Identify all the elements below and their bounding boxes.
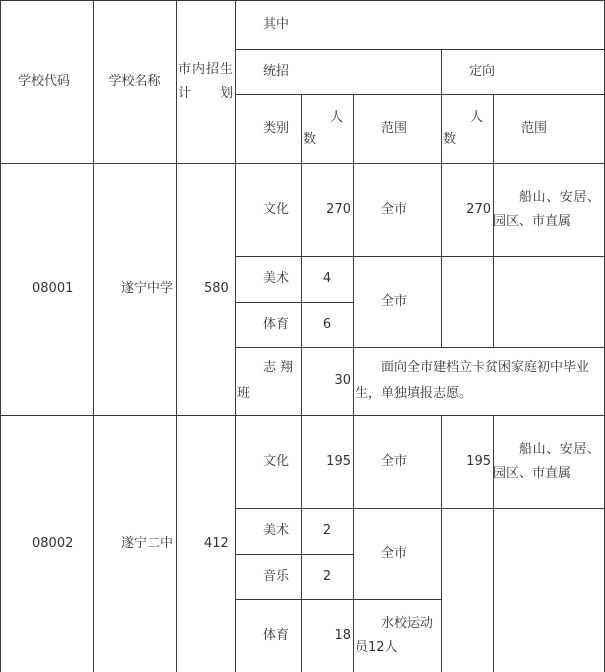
school1-row1-targeted-count: 270 (441, 163, 494, 257)
header-school-name: 学校名称 (93, 0, 177, 164)
school2-empty-targeted-count (441, 508, 494, 672)
school2-empty-targeted-range (493, 508, 605, 672)
school2-row4-range (353, 599, 442, 672)
school2-name: 遂宁二中 (93, 415, 177, 672)
school2-row4-count: 18 (301, 599, 354, 672)
school2-plan: 412 (176, 415, 236, 672)
header-city-plan: 市内招生计划 (176, 0, 236, 164)
header-among: 其中 (235, 0, 605, 50)
school1-special-note (353, 347, 605, 416)
school1-special-note-top: 面向全市建档立卡贫困家庭初中毕业 (381, 360, 590, 375)
school1-row1-category: 文化 (235, 163, 302, 257)
header-unified: 统招 (235, 49, 442, 95)
header-range: 范围 (353, 94, 442, 164)
school1-row3-category: 体育 (235, 302, 302, 348)
school1-row3-count: 6 (301, 302, 354, 348)
school1-special-count: 30 (301, 347, 354, 416)
school1-merged-range: 全市 (353, 256, 442, 348)
school1-special-category-bottom: 班 (237, 386, 251, 401)
school2-row4-range-bottom: 员12人 (355, 639, 398, 655)
school2-row1-targeted-range: 船山、安居、园区、市直属 (493, 415, 605, 509)
header-targeted-count-bottom: 数 (443, 131, 457, 147)
school2-row4-range-top: 水校运动 (381, 615, 434, 631)
school1-special-category-top: 志 翔 (263, 360, 294, 375)
school2-row1-count: 195 (301, 415, 354, 509)
school2-row4-category: 体育 (235, 599, 302, 672)
school2-row3-category: 音乐 (235, 554, 302, 600)
school1-row1-count: 270 (301, 163, 354, 257)
school1-name: 遂宁中学 (93, 163, 177, 416)
school1-code: 08001 (0, 163, 94, 416)
school2-row1-targeted-count: 195 (441, 415, 494, 509)
header-count-top: 人 (329, 109, 343, 125)
school2-code: 08002 (0, 415, 94, 672)
school2-row1-category: 文化 (235, 415, 302, 509)
school1-row1-targeted-range: 船山、安居、园区、市直属 (493, 163, 605, 257)
school1-row2-category: 美术 (235, 256, 302, 303)
school1-empty-targeted-count (441, 256, 494, 348)
header-targeted-range: 范围 (493, 94, 605, 164)
school1-special-category (235, 347, 302, 416)
header-count-bottom: 数 (303, 131, 317, 147)
school1-plan: 580 (176, 163, 236, 416)
school2-row3-count: 2 (301, 554, 354, 600)
school1-row2-count: 4 (301, 256, 354, 303)
header-school-code: 学校代码 (0, 0, 94, 164)
school1-row1-range: 全市 (353, 163, 442, 257)
school2-row2-count: 2 (301, 508, 354, 555)
school2-merged-range: 全市 (353, 508, 442, 600)
header-targeted: 定向 (441, 49, 605, 95)
school1-special-note-bottom: 生，单独填报志愿。 (355, 386, 473, 401)
header-count (301, 94, 354, 164)
school2-row2-category: 美术 (235, 508, 302, 555)
header-targeted-count (441, 94, 494, 164)
header-category: 类别 (235, 94, 302, 164)
school1-empty-targeted-range (493, 256, 605, 348)
school2-row1-range: 全市 (353, 415, 442, 509)
header-targeted-count-top: 人 (469, 109, 483, 125)
